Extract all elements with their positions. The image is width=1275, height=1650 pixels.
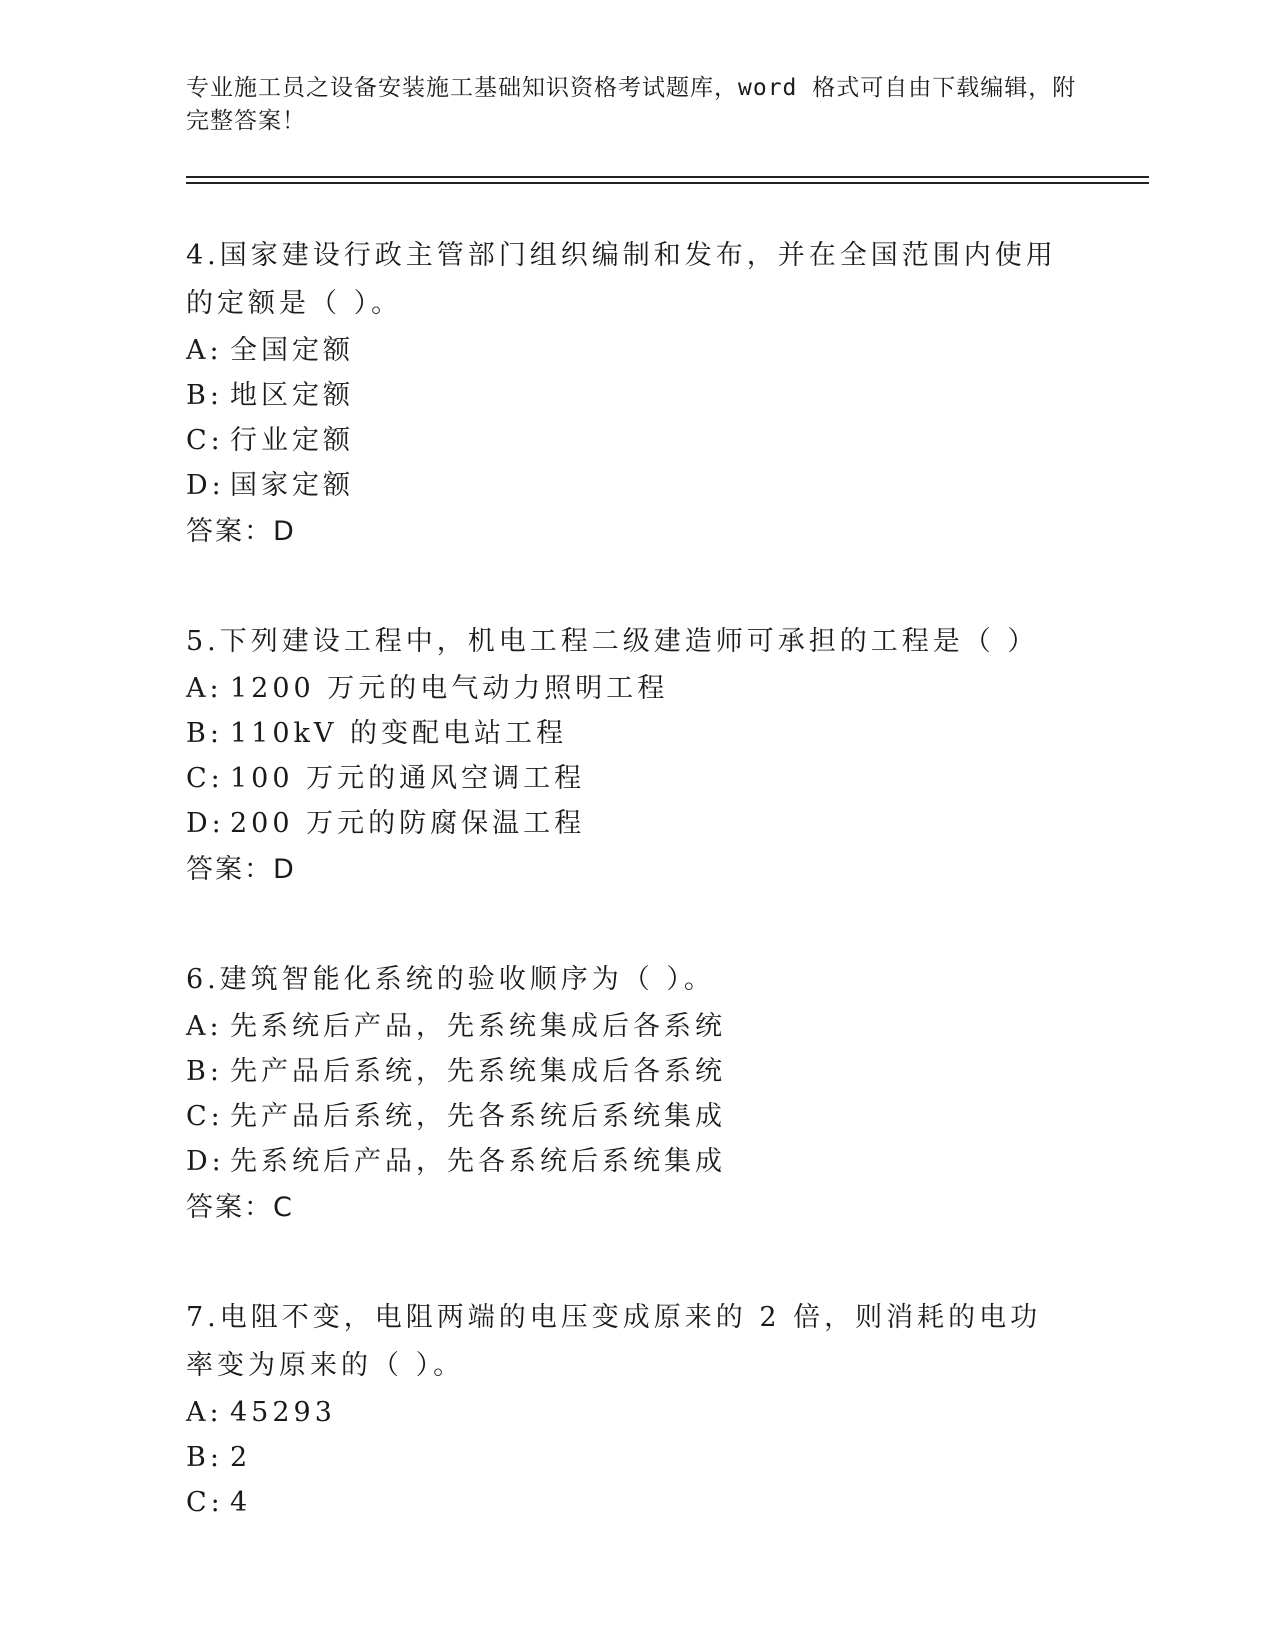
option-b <box>186 711 1149 756</box>
option-d <box>186 463 1149 508</box>
option-text: 先系统后产品，先各系统后系统集成 <box>230 1146 726 1177</box>
question-stem: 6.建筑智能化系统的验收顺序为（ ）。 <box>186 964 715 995</box>
option-c <box>186 1480 1149 1525</box>
option-letter: A: <box>186 1011 223 1042</box>
question-4 <box>186 232 1149 556</box>
answer-line: 答案：D <box>186 854 296 885</box>
option-d <box>186 1139 1149 1184</box>
option-letter: B: <box>186 1056 223 1087</box>
option-text: 行业定额 <box>230 425 354 456</box>
question-5 <box>186 618 1149 894</box>
option-text: 200 万元的防腐保温工程 <box>230 808 586 839</box>
option-letter: C: <box>186 1487 224 1518</box>
option-text: 100 万元的通风空调工程 <box>230 763 586 794</box>
option-letter: C: <box>186 1101 224 1132</box>
question-stem: 7.电阻不变，电阻两端的电压变成原来的 2 倍，则消耗的电功率变为原来的（ ）。 <box>186 1302 1042 1381</box>
option-b <box>186 1435 1149 1480</box>
option-letter: A: <box>186 1397 223 1428</box>
answer-line: 答案：D <box>186 516 296 547</box>
document-header: 专业施工员之设备安装施工基础知识资格考试题库，word 格式可自由下载编辑，附完整答案！ <box>186 75 1077 134</box>
question-stem: 5.下列建设工程中，机电工程二级建造师可承担的工程是（ ） <box>186 626 1039 657</box>
option-letter: C: <box>186 425 224 456</box>
question-list <box>186 232 1149 1587</box>
option-text: 110kV 的变配电站工程 <box>230 718 567 749</box>
option-text: 先系统后产品，先系统集成后各系统 <box>230 1011 726 1042</box>
option-text: 先产品后系统，先系统集成后各系统 <box>230 1056 726 1087</box>
option-text: 2 <box>230 1442 252 1473</box>
option-a <box>186 1390 1149 1435</box>
option-a <box>186 1004 1149 1049</box>
option-text: 1200 万元的电气动力照明工程 <box>230 673 669 704</box>
option-letter: A: <box>186 335 223 366</box>
option-a <box>186 328 1149 373</box>
option-text: 先产品后系统，先各系统后系统集成 <box>230 1101 726 1132</box>
question-6 <box>186 956 1149 1232</box>
option-d <box>186 801 1149 846</box>
option-letter: C: <box>186 763 224 794</box>
option-letter: A: <box>186 673 223 704</box>
option-text: 地区定额 <box>230 380 354 411</box>
option-text: 全国定额 <box>230 335 354 366</box>
question-7 <box>186 1294 1149 1525</box>
option-b <box>186 1049 1149 1094</box>
option-text: 45293 <box>230 1397 336 1428</box>
option-text: 国家定额 <box>230 470 354 501</box>
option-c <box>186 756 1149 801</box>
question-stem: 4.国家建设行政主管部门组织编制和发布，并在全国范围内使用的定额是（ ）。 <box>186 240 1057 319</box>
option-c <box>186 418 1149 463</box>
option-a <box>186 666 1149 711</box>
header-divider-top <box>186 176 1149 178</box>
option-text: 4 <box>230 1487 252 1518</box>
option-letter: D: <box>186 808 225 839</box>
option-c <box>186 1094 1149 1139</box>
answer-line: 答案：C <box>186 1192 294 1223</box>
option-letter: B: <box>186 718 223 749</box>
option-letter: B: <box>186 380 223 411</box>
option-letter: D: <box>186 1146 225 1177</box>
option-letter: B: <box>186 1442 223 1473</box>
option-b <box>186 373 1149 418</box>
header-divider-bottom <box>186 182 1149 184</box>
option-letter: D: <box>186 470 225 501</box>
